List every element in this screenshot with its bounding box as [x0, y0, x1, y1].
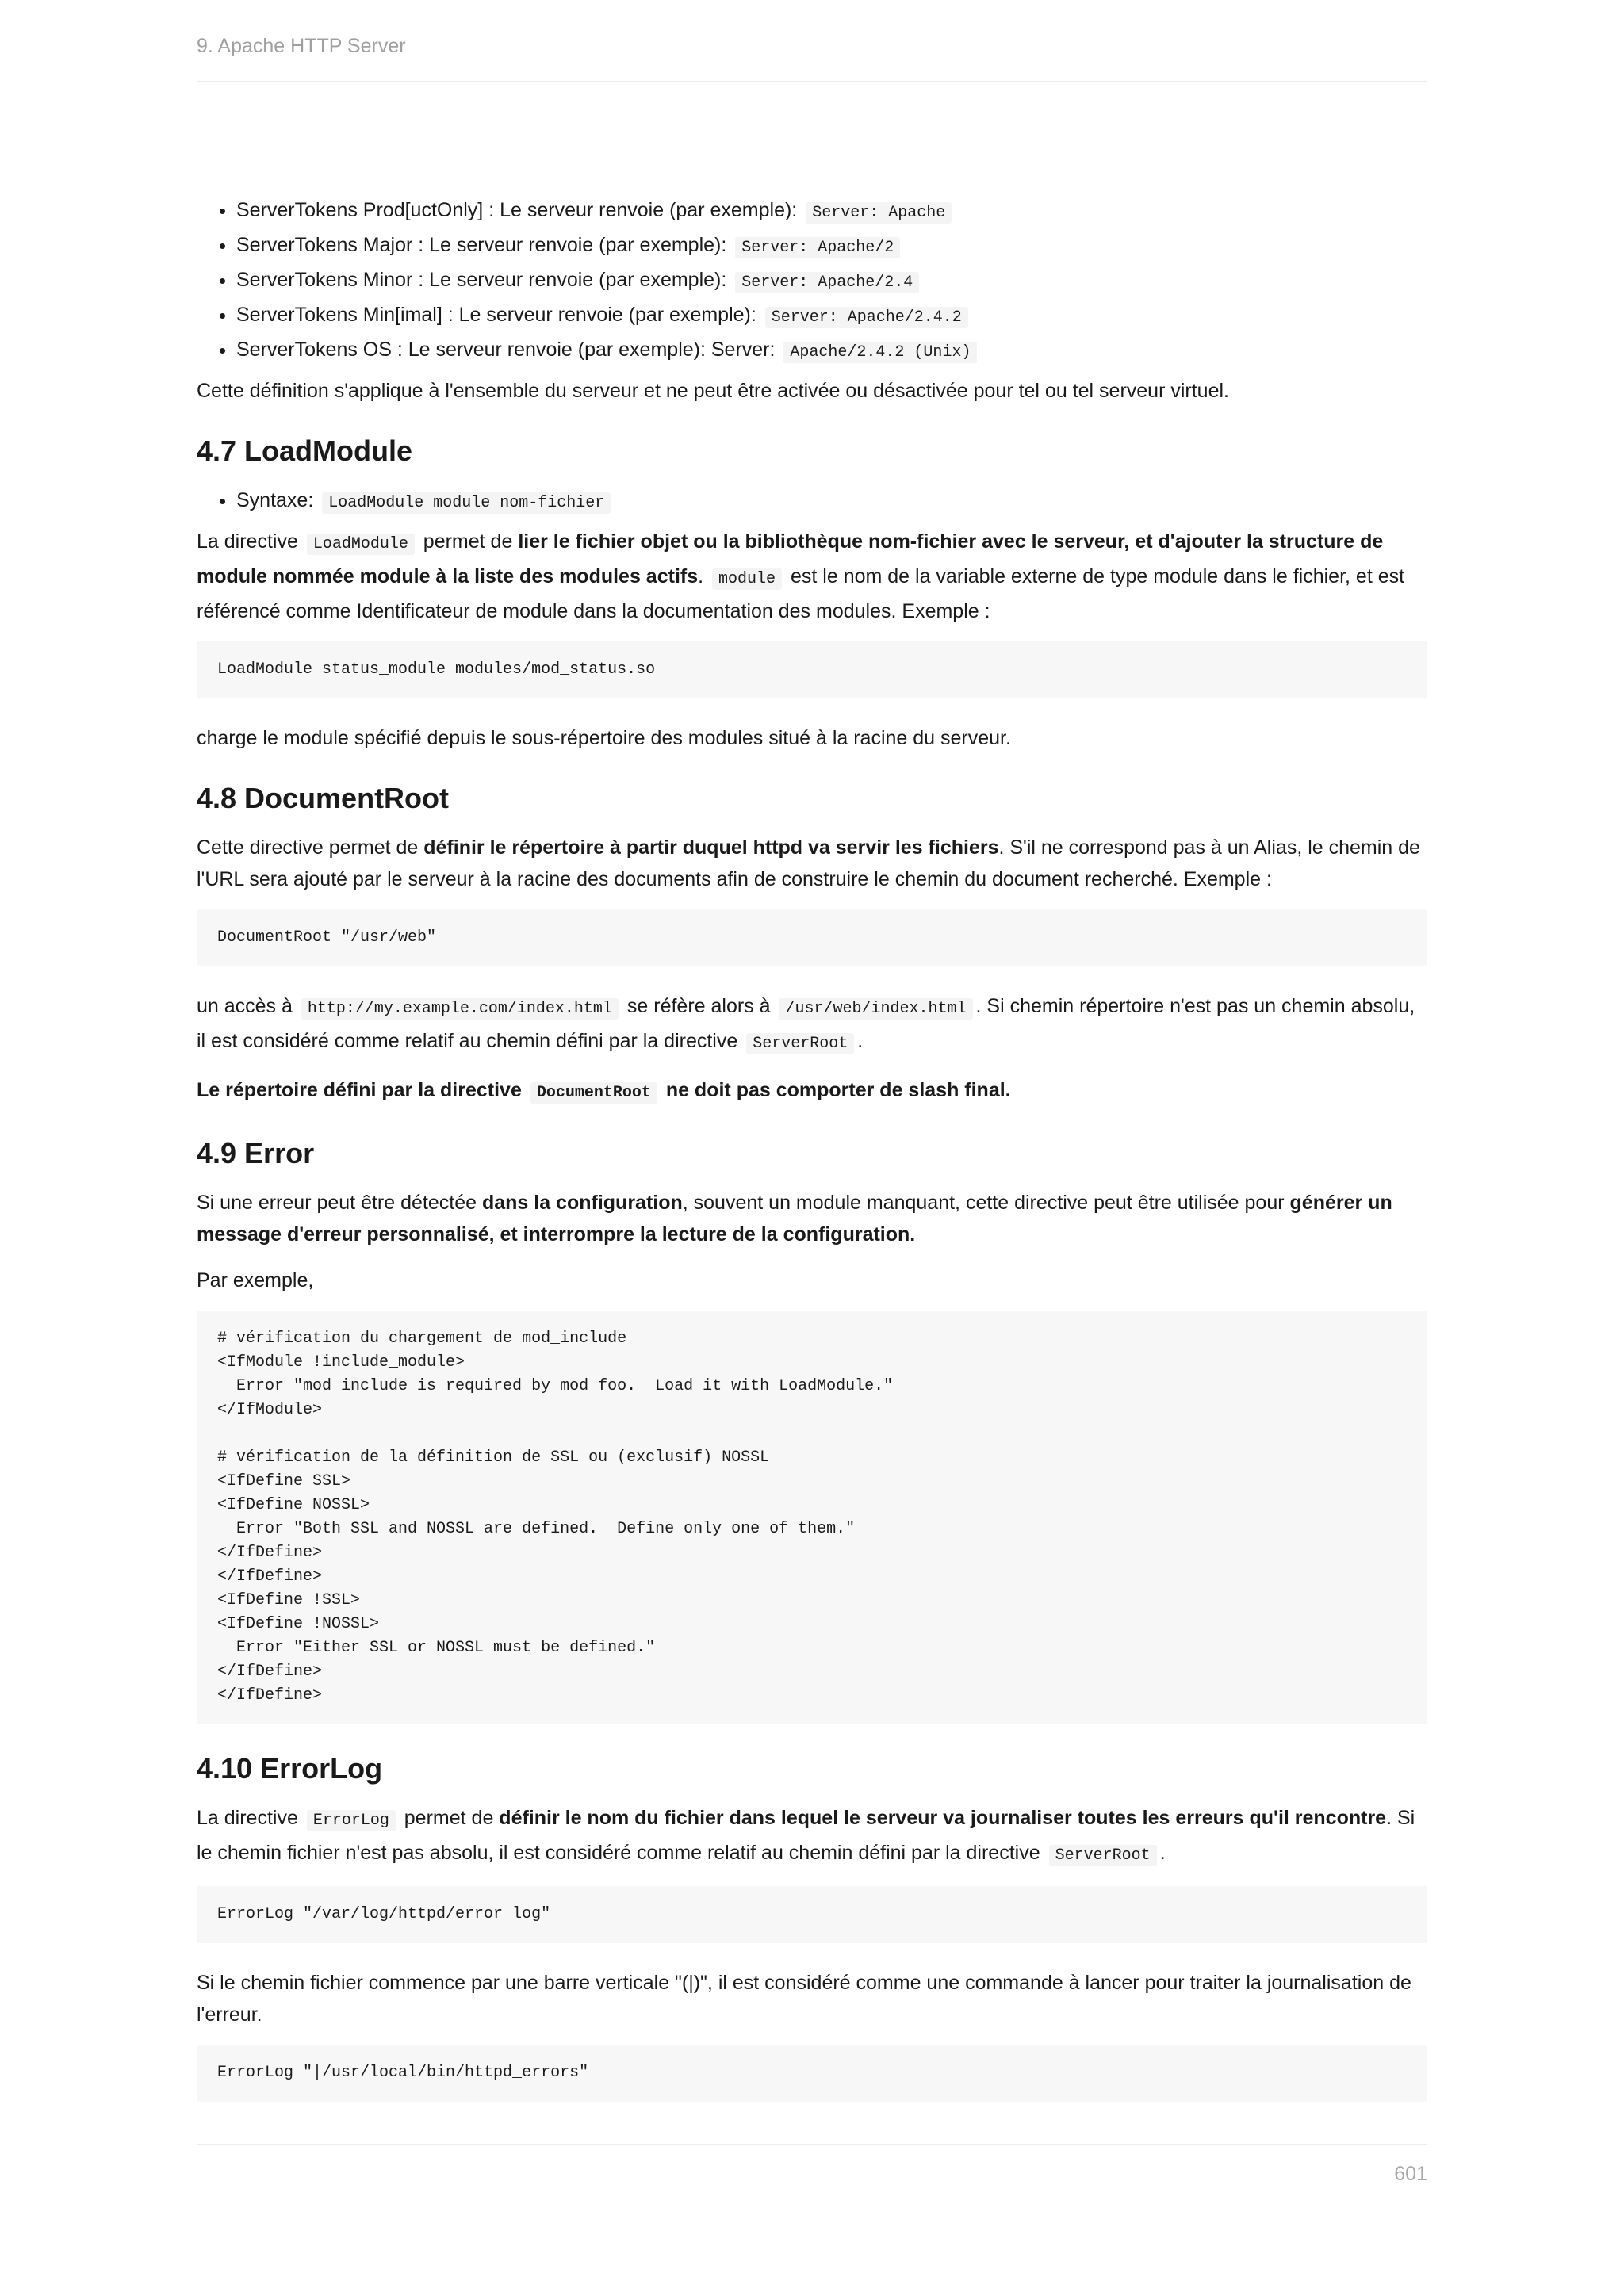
error-example-intro: Par exemple, — [197, 1269, 314, 1292]
list-item: • ServerTokens Major : Le serveur renvoie (par exemple): Server: Apache/2 — [236, 229, 1427, 264]
inline-code: Server: Apache/2 — [735, 237, 900, 258]
code-block-errorlog-pipe: ErrorLog "|/usr/local/bin/httpd_errors" — [197, 2045, 1427, 2102]
list-item: • ServerTokens Min[imal] : Le serveur renvoie (par exemple): Server: Apache/2.4.2 — [236, 299, 1427, 334]
errorlog-pipe-note: Si le chemin fichier commence par une barre verticale "(|)", il est considéré comme une commande à lancer pour traiter la journalisation de l'erreur. — [197, 1972, 1411, 2026]
servertokens-note: Cette définition s'applique à l'ensemble du serveur et ne peut être activée ou désactivée pour tel ou tel serveur virtuel. — [197, 380, 1229, 402]
code-block-loadmodule: LoadModule status_module modules/mod_status.so — [197, 641, 1427, 698]
inline-code: DocumentRoot — [530, 1082, 657, 1104]
loadmodule-after: charge le module spécifié depuis le sous-répertoire des modules situé à la racine du serveur. — [197, 727, 1011, 749]
error-description: Si une erreur peut être détectée dans la configuration, souvent un module manquant, cette directive peut être utilisée pour générer un message d'erreur personnalisé, et interrompre la lecture de la configuration. — [197, 1192, 1392, 1246]
list-item: • ServerTokens Minor : Le serveur renvoie (par exemple): Server: Apache/2.4 — [236, 264, 1427, 299]
servertokens-list — [197, 194, 1427, 369]
list-item: • ServerTokens OS : Le serveur renvoie (par exemple): Server: Apache/2.4.2 (Unix) — [236, 334, 1427, 369]
inline-code: ServerRoot — [746, 1033, 854, 1054]
header-title: 9. Apache HTTP Server — [197, 35, 406, 57]
errorlog-description: La directive ErrorLog permet de définir le nom du fichier dans lequel le serveur va journaliser toutes les erreurs qu'il rencontre. Si le chemin fichier n'est pas absolu, il est considéré comme relatif au chemin défini par la directive ServerRoot . — [197, 1807, 1415, 1865]
documentroot-description: Cette directive permet de définir le répertoire à partir duquel httpd va servir les fichiers. S'il ne correspond pas à un Alias, le chemin de l'URL sera ajouté par le serveur à la racine des documents afin de construire le chemin du document recherché. Exemple : — [197, 836, 1420, 890]
list-item: • ServerTokens Prod[uctOnly] : Le serveur renvoie (par exemple): Server: Apache — [236, 194, 1427, 229]
documentroot-warning: Le répertoire défini par la directive DocumentRoot ne doit pas comporter de slash final. — [197, 1079, 1011, 1102]
inline-code: ServerRoot — [1049, 1845, 1157, 1866]
syntax-list — [197, 484, 1427, 519]
code-block-documentroot: DocumentRoot "/usr/web" — [197, 909, 1427, 966]
loadmodule-description: La directive LoadModule permet de lier le fichier objet ou la bibliothèque nom-fichier avec le serveur, et d'ajouter la structure de module nommée module à la liste des modules actifs. module est le nom de la variable externe de type module dans le fichier, et est référencé comme Identificateur de module dans la documentation des modules. Exemple : — [197, 530, 1405, 622]
inline-code: Server: Apache/2.4 — [735, 272, 919, 293]
inline-code: module — [712, 568, 782, 590]
section-heading-documentroot: 4.8 DocumentRoot — [197, 782, 450, 814]
section-heading-loadmodule: 4.7 LoadModule — [197, 434, 413, 467]
code-block-errorlog: ErrorLog "/var/log/httpd/error_log" — [197, 1886, 1427, 1943]
list-item: • Syntaxe: LoadModule module nom-fichier — [236, 484, 1427, 519]
inline-code: /usr/web/index.html — [779, 998, 972, 1020]
code-block-error: # vérification du chargement de mod_include <IfModule !include_module> Error "mod_include is required by mod_foo. Load it with LoadModule." </IfModule> # vérification de la définition de SSL ou (exclusif) NOSSL <IfDefine SSL> <IfDefine NOSSL> Error "Both SSL and NOSSL are defined. Define only one of them." </IfDefine> </IfDefine> <IfDefine !SSL> <IfDefine !NOSSL> Error "Either SSL or NOSSL must be defined." </IfDefine> </IfDefine> — [197, 1311, 1427, 1724]
inline-code: LoadModule module nom-fichier — [322, 492, 611, 514]
inline-code: Server: Apache — [806, 202, 952, 224]
documentroot-access: un accès à http://my.example.com/index.html se réfère alors à /usr/web/index.html . Si chemin répertoire n'est pas un chemin absolu, il est considéré comme relatif au chemin défini par la directive ServerRoot . — [197, 995, 1415, 1053]
page-content — [197, 194, 1427, 2102]
inline-code: http://my.example.com/index.html — [301, 998, 619, 1020]
running-header — [197, 35, 1427, 82]
footer-rule — [197, 2144, 1427, 2145]
inline-code: ErrorLog — [307, 1810, 396, 1831]
inline-code: Apache/2.4.2 (Unix) — [783, 342, 977, 363]
inline-code: Server: Apache/2.4.2 — [765, 307, 968, 328]
inline-code: LoadModule — [307, 534, 415, 555]
section-heading-error: 4.9 Error — [197, 1137, 315, 1169]
section-heading-errorlog: 4.10 ErrorLog — [197, 1752, 383, 1785]
document-page — [197, 0, 1427, 2296]
page-number: 601 — [1394, 2163, 1427, 2185]
